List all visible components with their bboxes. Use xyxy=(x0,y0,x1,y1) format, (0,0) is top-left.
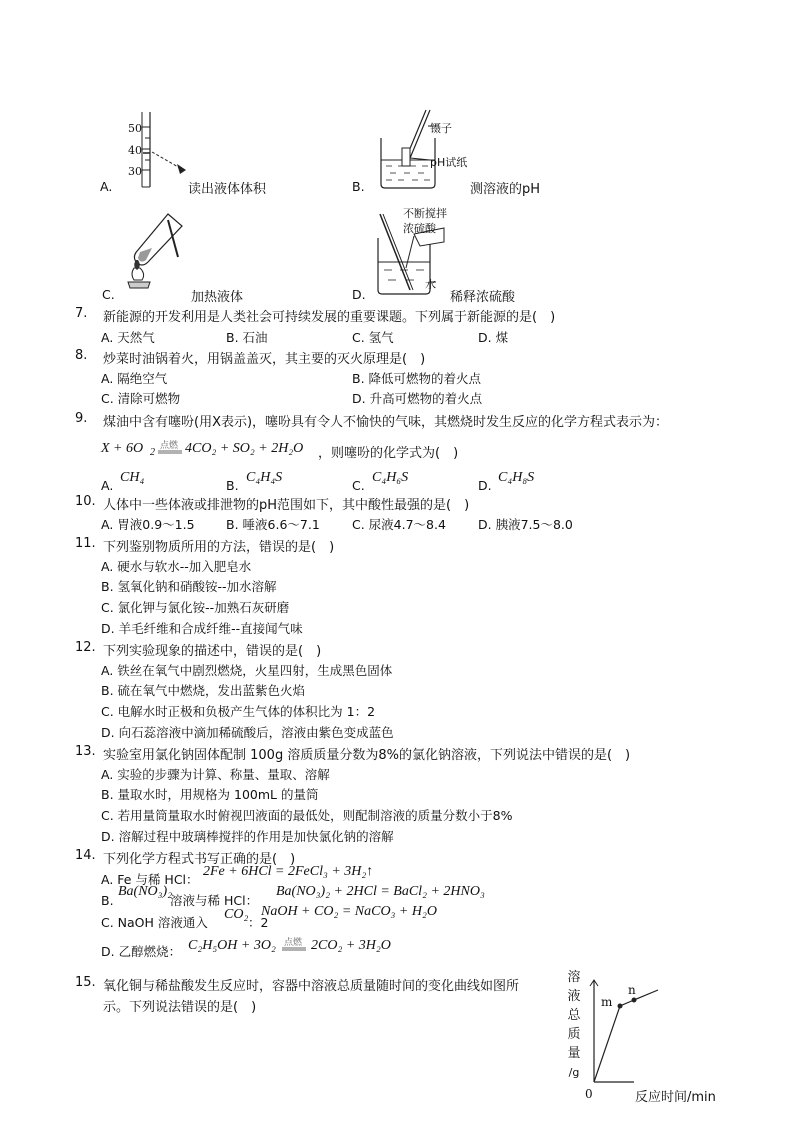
stir-label: 不断搅拌 xyxy=(403,207,447,220)
q13-stem: 实验室用氯化钠固体配制 100g 溶质质量分数为8%的氯化钠溶液，下列说法中错误的是( ) xyxy=(103,748,631,763)
q12-stem: 下列实验现象的描述中，错误的是( ) xyxy=(103,644,322,659)
q15-stem-line2: 示。下列说法错误的是( ) xyxy=(103,1000,257,1015)
q8-option-b[interactable]: B. 降低可燃物的着火点 xyxy=(352,371,482,386)
q7-option-c[interactable]: C. 氢气 xyxy=(352,330,394,345)
q14-option-b-text: 溶液与稀 HCl： xyxy=(170,893,259,908)
q10-option-b[interactable]: B. 唾液6.6～7.1 xyxy=(226,517,320,532)
cylinder-tick-40: 40 xyxy=(128,144,142,157)
q12-option-a[interactable]: A. 铁丝在氧气中剧烈燃烧，火星四射，生成黑色固体 xyxy=(101,663,393,678)
q14-option-b[interactable]: B. xyxy=(101,893,114,908)
q12-option-c[interactable]: C. 电解水时正极和负极产生气体的体积比为 1：2 xyxy=(101,704,376,719)
option-b-caption: 测溶液的pH xyxy=(470,182,541,197)
q13-option-c[interactable]: C. 若用量筒量取水时俯视凹液面的最低处，则配制溶液的质量分数小于8% xyxy=(101,808,513,823)
q15-number: 15. xyxy=(75,975,96,990)
q15-point-m: m xyxy=(601,995,613,1009)
q7-option-b[interactable]: B. 石油 xyxy=(226,330,268,345)
q9-eq-o2-sub: 2 xyxy=(150,447,155,458)
q14-stem: 下列化学方程式书写正确的是( ) xyxy=(103,852,296,867)
q8-number: 8. xyxy=(75,348,88,363)
q11-option-a[interactable]: A. 硬水与软水--加入肥皂水 xyxy=(101,559,252,574)
q14-option-b-formula: Ba(NO₃)₂ xyxy=(118,884,173,899)
q14-number: 14. xyxy=(75,848,96,863)
option-d-letter[interactable]: D. xyxy=(352,287,366,302)
heating-liquid-figure xyxy=(118,212,198,292)
option-a-letter[interactable]: A. xyxy=(100,179,113,194)
option-d-caption: 稀释浓硫酸 xyxy=(450,290,516,305)
q10-stem: 人体中一些体液或排泄物的pH范围如下，其中酸性最强的是( ) xyxy=(103,498,470,513)
cylinder-tick-30: 30 xyxy=(128,165,142,178)
q9-eq-arrow xyxy=(158,450,182,454)
q12-option-b[interactable]: B. 硫在氧气中燃烧，发出蓝紫色火焰 xyxy=(101,683,306,698)
q14-option-d-arrow xyxy=(282,947,306,951)
q10-option-a[interactable]: A. 胃液0.9～1.5 xyxy=(101,517,195,532)
q15-point-n: n xyxy=(628,983,636,997)
tweezers-label: 镊子 xyxy=(430,122,452,135)
q8-option-a[interactable]: A. 隔绝空气 xyxy=(101,371,168,386)
q9-eq-tail: ，则噻吩的化学式为( ) xyxy=(318,446,459,461)
q9-formula-d: C₄H₈S xyxy=(498,470,535,485)
q8-stem: 炒菜时油锅着火，用锅盖盖灭，其主要的灭火原理是( ) xyxy=(103,352,426,367)
q10-number: 10. xyxy=(75,494,96,509)
q7-option-d[interactable]: D. 煤 xyxy=(478,330,509,345)
option-a-caption: 读出液体体积 xyxy=(188,182,267,197)
q14-option-d-condition: 点燃 xyxy=(284,938,303,948)
option-c-caption: 加热液体 xyxy=(191,290,244,305)
option-b-letter[interactable]: B. xyxy=(352,179,365,194)
q15-graph-ylabel: 溶 液 总 质 量 /g xyxy=(567,970,581,1079)
q13-option-a[interactable]: A. 实验的步骤为计算、称量、量取、溶解 xyxy=(101,767,330,782)
q13-option-d[interactable]: D. 溶解过程中玻璃棒搅拌的作用是加快氯化钠的溶解 xyxy=(101,829,394,844)
q14-option-a[interactable]: A. Fe 与稀 HCl： xyxy=(101,872,199,887)
q7-stem: 新能源的开发利用是人类社会可持续发展的重要课题。下列属于新能源的是( ) xyxy=(103,310,556,325)
q7-option-a[interactable]: A. 天然气 xyxy=(101,330,155,345)
q14-option-a-equation: 2Fe + 6HCl = 2FeCl₃ + 3H₂↑ xyxy=(203,864,374,879)
q14-option-c-formula: CO₂ xyxy=(224,907,249,922)
q8-option-c[interactable]: C. 清除可燃物 xyxy=(101,391,181,406)
q11-option-d[interactable]: D. 羊毛纤维和合成纤维--直接闻气味 xyxy=(101,621,303,636)
q14-option-d-right: 2CO₂ + 3H₂O xyxy=(311,938,391,953)
q9-eq-condition: 点燃 xyxy=(160,441,179,451)
q15-stem-line1: 氧化铜与稀盐酸发生反应时，容器中溶液总质量随时间的变化曲线如图所 xyxy=(103,979,520,994)
q9-eq-left: X + 6O xyxy=(101,441,144,456)
q11-stem: 下列鉴别物质所用的方法，错误的是( ) xyxy=(103,540,335,555)
q9-formula-b: C₄H₄S xyxy=(246,470,283,485)
q14-option-c-text: ：2 xyxy=(248,915,269,930)
q8-option-d[interactable]: D. 升高可燃物的着火点 xyxy=(352,391,483,406)
q14-option-b-equation: Ba(NO₃)₂ + 2HCl = BaCl₂ + 2HNO₃ xyxy=(276,884,485,899)
q9-stem: 煤油中含有噻吩(用X表示)，噻吩具有令人不愉快的气味，其燃烧时发生反应的化学方程式表示为： xyxy=(103,415,669,430)
q9-option-a[interactable]: A. xyxy=(101,478,114,493)
cylinder-tick-50: 50 xyxy=(128,122,142,135)
q9-option-d[interactable]: D. xyxy=(478,478,492,493)
q9-number: 9. xyxy=(75,411,88,426)
q9-option-b[interactable]: B. xyxy=(226,478,239,493)
q11-number: 11. xyxy=(75,536,96,551)
q12-option-d[interactable]: D. 向石蕊溶液中滴加稀硫酸后，溶液由紫色变成蓝色 xyxy=(101,725,394,740)
q14-option-c-equation: NaOH + CO₂ = NaCO₃ + H₂O xyxy=(261,904,437,919)
q9-formula-c: C₄H₆S xyxy=(372,470,409,485)
q9-formula-a: CH₄ xyxy=(120,470,145,485)
q7-number: 7. xyxy=(75,306,88,321)
q10-option-c[interactable]: C. 尿液4.7～8.4 xyxy=(352,517,446,532)
ph-paper-label: pH试纸 xyxy=(430,156,468,169)
q9-eq-right: 4CO₂ + SO₂ + 2H₂O xyxy=(185,441,304,456)
conc-acid-label: 浓硫酸 xyxy=(403,222,436,235)
q14-option-d[interactable]: D. 乙醇燃烧： xyxy=(101,944,182,959)
q11-option-b[interactable]: B. 氢氧化钠和硝酸铵--加水溶解 xyxy=(101,579,277,594)
q12-number: 12. xyxy=(75,640,96,655)
q11-option-c[interactable]: C. 氯化钾与氯化铵--加熟石灰研磨 xyxy=(101,600,290,615)
q15-graph-origin: 0 xyxy=(585,1087,593,1101)
q15-graph-xlabel: 反应时间/min xyxy=(635,1090,716,1105)
q13-number: 13. xyxy=(75,744,96,759)
option-c-letter[interactable]: C. xyxy=(102,287,115,302)
q10-option-d[interactable]: D. 胰液7.5～8.0 xyxy=(478,517,573,532)
q14-option-d-left: C₂H₅OH + 3O₂ xyxy=(188,938,276,953)
q9-option-c[interactable]: C. xyxy=(352,478,365,493)
water-label: 水 xyxy=(425,278,436,291)
q13-option-b[interactable]: B. 量取水时，用规格为 100mL 的量筒 xyxy=(101,787,319,802)
q14-option-c[interactable]: C. NaOH 溶液通入 xyxy=(101,915,208,930)
